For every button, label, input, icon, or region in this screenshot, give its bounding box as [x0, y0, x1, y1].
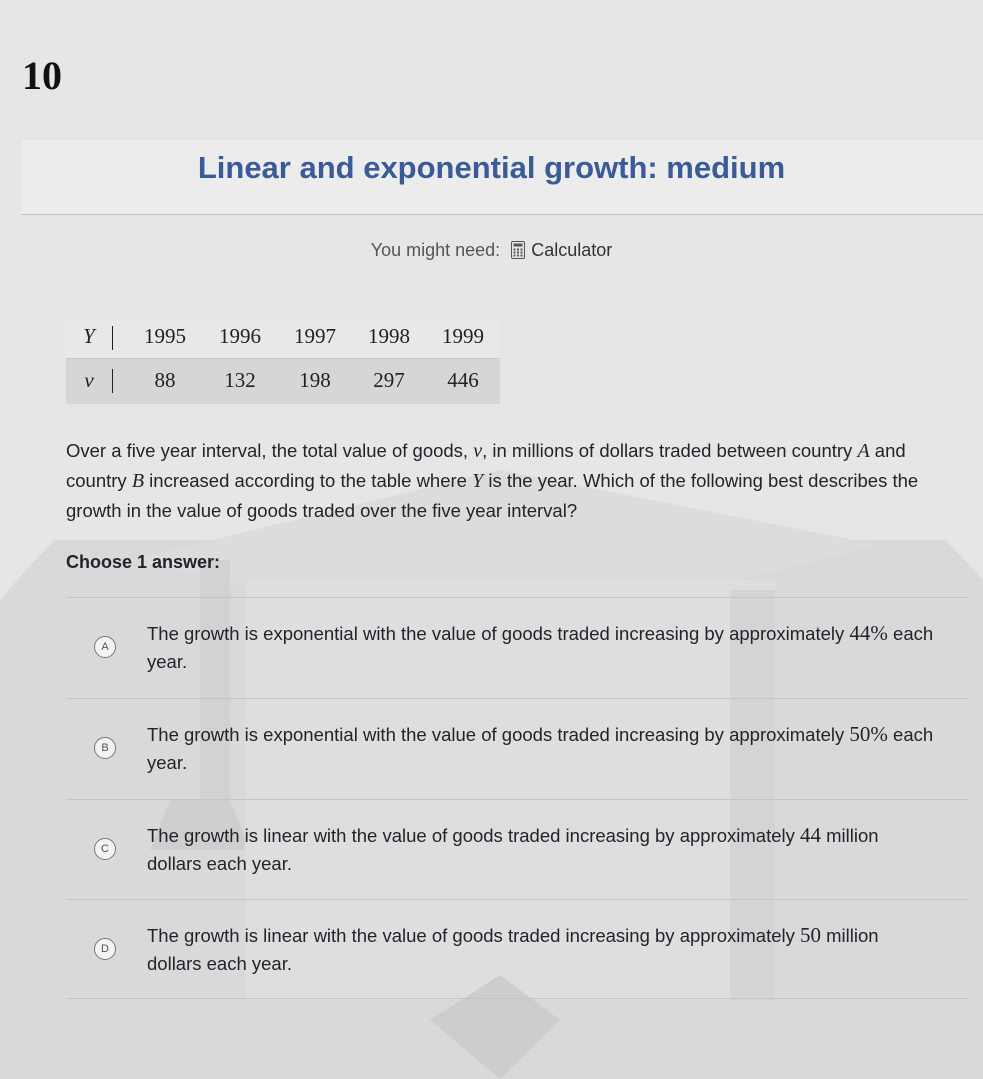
- table-cell: 1997: [294, 324, 336, 348]
- calculator-label[interactable]: Calculator: [531, 240, 613, 260]
- data-table: [66, 318, 500, 404]
- table-cell: 1996: [219, 324, 261, 348]
- choice-text-part: The growth is linear with the value of goods traded increasing by approximately: [147, 925, 800, 946]
- choice-text[interactable]: [147, 619, 937, 676]
- table-cell: 1995: [144, 324, 186, 348]
- row-label-v: v: [84, 368, 94, 392]
- choice-number: 44: [800, 823, 821, 847]
- row-divider: [112, 369, 113, 393]
- choice-text[interactable]: [147, 921, 937, 978]
- table-cell: 297: [373, 368, 405, 392]
- divider: [66, 998, 969, 999]
- choose-label: Choose 1 answer:: [66, 552, 221, 572]
- answer-choice-b[interactable]: [66, 699, 969, 799]
- table-cell: 1998: [368, 324, 410, 348]
- exercise-title: Linear and exponential growth: medium: [197, 150, 786, 185]
- math-var: A: [857, 440, 870, 462]
- table-row-years: [66, 318, 500, 359]
- math-var: B: [131, 470, 145, 492]
- choice-text-part: The growth is linear with the value of goods traded increasing by approximately: [147, 825, 800, 846]
- question-part: , in millions of dollars traded between country: [482, 440, 858, 461]
- choice-text[interactable]: [147, 720, 937, 777]
- question-part: increased according to the table where: [144, 470, 473, 491]
- math-var: v: [473, 440, 483, 462]
- choice-letter-d[interactable]: D: [94, 938, 116, 960]
- choice-number: 50: [800, 923, 821, 947]
- choice-text[interactable]: [147, 821, 937, 878]
- might-need-label: You might need:: [370, 240, 501, 260]
- question-part: Over a five year interval, the total value of goods,: [66, 440, 474, 461]
- question-text: [66, 436, 966, 526]
- table-cell: 132: [224, 368, 256, 392]
- choice-text-part: each year.: [147, 724, 934, 773]
- row-divider: [112, 326, 113, 350]
- table-row-values: [66, 359, 500, 404]
- choice-letter-a[interactable]: A: [94, 636, 116, 658]
- table-cell: 446: [447, 368, 479, 392]
- choice-text-part: million dollars each year.: [147, 825, 879, 874]
- table-cell: 88: [154, 368, 176, 392]
- question-part: is the year. Which of the following best describes the growth in the value of goods traded over the five year interval?: [66, 470, 919, 521]
- table-cell: 1999: [442, 324, 484, 348]
- answer-choice-c[interactable]: [66, 800, 969, 900]
- answer-choice-d[interactable]: [66, 900, 969, 1000]
- choice-text-part: million dollars each year.: [147, 925, 879, 974]
- row-label-y: Y: [83, 324, 95, 348]
- might-need-row: [0, 240, 983, 261]
- choice-text-part: each year.: [147, 623, 934, 672]
- choice-number: 50%: [849, 722, 888, 746]
- answer-choice-a[interactable]: [66, 598, 969, 698]
- choice-letter-c[interactable]: C: [94, 838, 116, 860]
- calculator-icon: [511, 241, 525, 259]
- table-cell: 198: [299, 368, 331, 392]
- choice-letter-b[interactable]: B: [94, 737, 116, 759]
- question-number: 10: [22, 53, 62, 98]
- choice-text-part: The growth is exponential with the value of goods traded increasing by approximately: [147, 724, 850, 745]
- math-var: Y: [472, 470, 484, 492]
- calculator-link[interactable]: [511, 240, 612, 260]
- choice-number: 44%: [849, 621, 888, 645]
- question-part: and country: [66, 440, 906, 491]
- choice-text-part: The growth is exponential with the value of goods traded increasing by approximately: [147, 623, 850, 644]
